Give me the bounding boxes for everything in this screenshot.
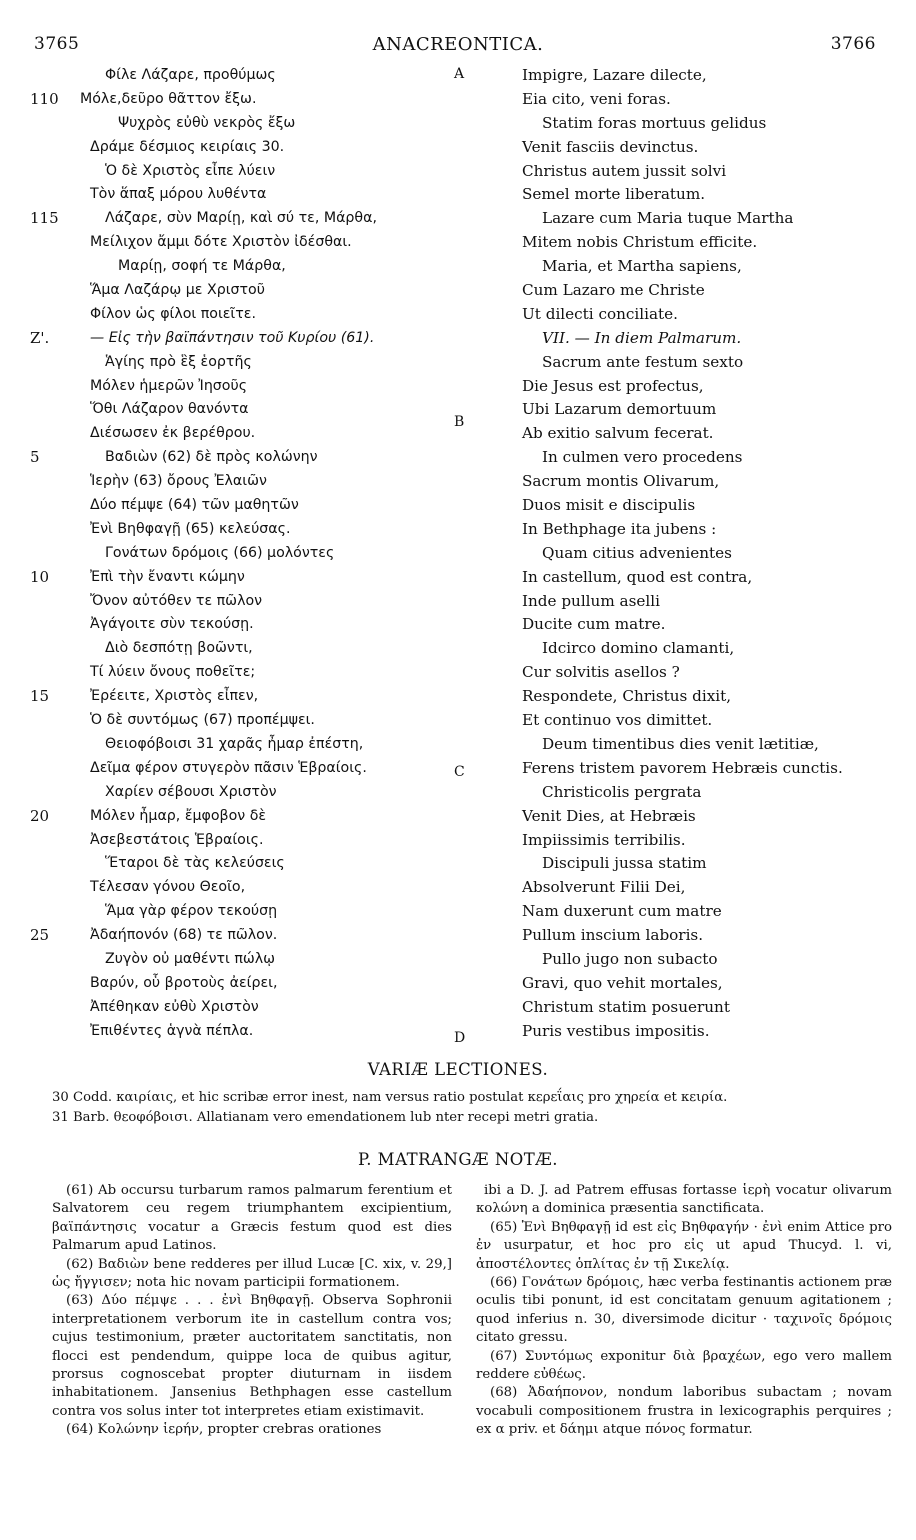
greek-verse-line bbox=[30, 375, 470, 399]
latin-verse-line bbox=[522, 709, 892, 733]
greek-verse-text: Λάζαρε, σὺν Μαρίῃ, καὶ σύ τε, Μάρθα, bbox=[105, 210, 377, 227]
latin-verse-line bbox=[522, 996, 892, 1020]
greek-verse-text: Ὅθι Λάζαρον θανόντα bbox=[90, 401, 249, 418]
latin-verse-text: Maria, et Martha sapiens, bbox=[542, 257, 742, 276]
latin-verse-text: Impigre, Lazare dilecte, bbox=[522, 66, 707, 84]
line-number: 5 bbox=[30, 448, 40, 467]
greek-verse-text: Ἀσεβεστάτοις Ἑβραίοις. bbox=[90, 831, 264, 848]
greek-verse-line bbox=[30, 900, 470, 924]
latin-verse-line bbox=[522, 494, 892, 518]
latin-verse-text: Absolverunt Filii Dei, bbox=[522, 878, 686, 897]
latin-verse-line bbox=[522, 160, 892, 184]
latin-verse-line bbox=[522, 470, 892, 494]
latin-verse-text: Ab exitio salvum fecerat. bbox=[522, 424, 714, 443]
greek-verse-line bbox=[30, 876, 470, 900]
latin-verse-text: Discipuli jussa statim bbox=[542, 854, 707, 873]
greek-verse-line bbox=[30, 494, 470, 518]
greek-verse-line bbox=[30, 231, 470, 255]
greek-verse-text: Δράμε δέσμιος κειρίαις 30. bbox=[90, 138, 285, 155]
greek-verse-line bbox=[30, 88, 470, 112]
greek-verse-text: Ἁγίης πρὸ ἓξ ἑορτῆς bbox=[105, 353, 252, 370]
greek-verse-text: Ἐνὶ Βηθφαγῇ (65) κελεύσας. bbox=[90, 520, 291, 537]
latin-verse-text: Christus autem jussit solvi bbox=[522, 161, 727, 180]
greek-verse-text: Διὸ δεσπότῃ βοῶντι, bbox=[105, 640, 253, 657]
margin-letter-b: B bbox=[454, 414, 465, 430]
latin-verse-line bbox=[522, 231, 892, 255]
latin-verse-text: Eia cito, veni foras. bbox=[522, 89, 671, 108]
latin-verse-line bbox=[522, 64, 892, 88]
latin-verse-line bbox=[522, 88, 892, 112]
greek-verse-text: Ψυχρὸς εὐθὺ νεκρὸς ἔξω bbox=[118, 114, 296, 131]
notes-heading: P. MATRANGÆ NOTÆ. bbox=[357, 1150, 559, 1169]
greek-verse-text: Χαρίεν σέβουσι Χριστὸν bbox=[105, 783, 277, 800]
greek-verse-line bbox=[30, 351, 470, 375]
greek-verse-line bbox=[30, 279, 470, 303]
latin-verse-text: Christum statim posuerunt bbox=[522, 997, 730, 1016]
latin-verse-text: Semel morte liberatum. bbox=[522, 185, 706, 204]
greek-verse-line bbox=[30, 685, 470, 709]
greek-verse-line bbox=[30, 518, 470, 542]
latin-verse-text: Pullo jugo non subacto bbox=[542, 949, 718, 968]
greek-verse-text: Ἱερὴν (63) ὄρους Ἐλαιῶν bbox=[90, 473, 267, 490]
latin-verse-text: Puris vestibus impositis. bbox=[522, 1021, 710, 1040]
greek-verse-text: Ἀγάγοιτε σὺν τεκούσῃ. bbox=[90, 616, 254, 633]
editor-note: (66) Γονάτων δρόμοις, hæc verba festinantis actionem præ oculis tibi ponunt, id est concitatam genuum agitationem ; quod inferius n. 30, diversimode dicitur · ταχινοῖς δρόμοις citato gressu. bbox=[476, 1275, 892, 1346]
latin-verse-line bbox=[522, 183, 892, 207]
greek-verse-line bbox=[30, 852, 470, 876]
latin-verse-line bbox=[522, 661, 892, 685]
line-number: 115 bbox=[30, 209, 59, 228]
latin-verse-line bbox=[522, 829, 892, 853]
latin-verse-text: Ut dilecti conciliate. bbox=[522, 304, 678, 323]
greek-verse-line bbox=[30, 996, 470, 1020]
left-page-number: 3765 bbox=[34, 34, 80, 54]
greek-verse-line bbox=[30, 542, 470, 566]
latin-verse-text: Venit fasciis devinctus. bbox=[522, 137, 699, 156]
greek-text-column bbox=[30, 64, 470, 1044]
latin-verse-text: Cur solvitis asellos ? bbox=[522, 663, 680, 682]
latin-verse-text: In Bethphage ita jubens : bbox=[522, 519, 717, 538]
greek-verse-line bbox=[30, 303, 470, 327]
editor-note: (65) Ἐνὶ Βηθφαγῇ id est εἰς Βηθφαγήν · ἐνὶ enim Attice pro ἐν usurpatur, et hoc pro εἰς ut apud Thucyd. l. vi, ἀποστέλοντες ὁπλίτας ἐν τῇ Σικελίᾳ. bbox=[476, 1219, 892, 1272]
latin-verse-line bbox=[522, 757, 892, 781]
latin-verse-text: Duos misit e discipulis bbox=[522, 496, 696, 515]
greek-verse-line bbox=[30, 805, 470, 829]
greek-verse-line bbox=[30, 64, 470, 88]
greek-verse-line bbox=[30, 160, 470, 184]
latin-verse-line bbox=[522, 398, 892, 422]
greek-verse-line bbox=[30, 590, 470, 614]
latin-verse-line bbox=[522, 542, 892, 566]
greek-verse-line bbox=[30, 972, 470, 996]
line-number: 20 bbox=[30, 806, 50, 825]
greek-verse-text: Δύο πέμψε (64) τῶν μαθητῶν bbox=[90, 497, 299, 514]
latin-verse-text: In culmen vero procedens bbox=[542, 448, 743, 467]
greek-verse-line bbox=[30, 136, 470, 160]
greek-verse-text: Ὄνον αὐτόθεν τε πῶλον bbox=[90, 592, 263, 609]
greek-verse-line bbox=[30, 446, 470, 470]
greek-verse-line bbox=[30, 733, 470, 757]
greek-verse-text: Τὸν ἅπαξ μόρου λυθέντα bbox=[90, 186, 267, 203]
line-number: 110 bbox=[30, 89, 59, 108]
greek-verse-text: Ἀδαήπονόν (68) τε πῶλον. bbox=[90, 927, 278, 944]
greek-verse-line bbox=[30, 470, 470, 494]
greek-verse-line bbox=[30, 1020, 470, 1044]
latin-verse-text: Quam citius advenientes bbox=[542, 543, 732, 562]
variant-reading: 30 Codd. καιρίαις, et hic scribæ error inest, nam versus ratio postulat κερεΐαις pro χηρεία et κειρία. bbox=[52, 1090, 728, 1105]
right-page-number: 3766 bbox=[830, 34, 876, 54]
greek-verse-text: Ὁ δὲ συντόμως (67) προπέμψει. bbox=[90, 712, 315, 729]
editor-note: (64) Κολώνην ἱερήν, propter crebras orationes bbox=[66, 1422, 382, 1438]
margin-letter-a: A bbox=[454, 66, 465, 82]
variae-lectiones bbox=[52, 1088, 892, 1128]
greek-verse-text: Δεῖμα φέρον στυγερὸν πᾶσιν Ἑβραίοις. bbox=[90, 759, 367, 776]
latin-verse-text: Respondete, Christus dixit, bbox=[522, 687, 732, 706]
latin-verse-text: Et continuo vos dimittet. bbox=[522, 711, 713, 730]
editor-note: (63) Δύο πέμψε . . . ἐνὶ Βηθφαγῇ. Observa Sophronii interpretationem verborum ite in castellum contra vos; cujus testimonium, præter auctoritatem sanctitatis, non flocci est pendendum, quippe loca de quibus agitur, prorsus cognoscebat propter diuturnam in iisdem inhabitationem. Jansenius Bethphagen esse castellum contra vos solus inter tot interpretes etiam existimavit. bbox=[52, 1293, 452, 1419]
greek-verse-line bbox=[30, 781, 470, 805]
latin-verse-line bbox=[522, 207, 892, 231]
greek-verse-line bbox=[30, 183, 470, 207]
greek-verse-text: Ἐπὶ τὴν ἔναντι κώμην bbox=[90, 568, 245, 585]
greek-verse-text: — Εἰς τὴν βαϊπάντησιν τοῦ Κυρίου (61). bbox=[90, 329, 375, 346]
latin-verse-line bbox=[522, 446, 892, 470]
line-number: 10 bbox=[30, 567, 50, 586]
latin-verse-text: Nam duxerunt cum matre bbox=[522, 902, 722, 921]
latin-verse-line bbox=[522, 327, 892, 351]
latin-verse-line bbox=[522, 900, 892, 924]
greek-verse-text: Ἐπιθέντες ἁγνὰ πέπλα. bbox=[90, 1022, 254, 1039]
latin-verse-line bbox=[522, 255, 892, 279]
latin-verse-text: Sacrum ante festum sexto bbox=[542, 352, 744, 371]
greek-verse-text: Ἅμα γὰρ φέρον τεκούσῃ bbox=[105, 903, 278, 920]
greek-verse-line bbox=[30, 948, 470, 972]
greek-verse-text: Ἕταροι δὲ τὰς κελεύσεις bbox=[105, 855, 285, 872]
latin-verse-line bbox=[522, 422, 892, 446]
latin-verse-text: Idcirco domino clamanti, bbox=[542, 639, 735, 658]
latin-verse-text: VII. — In diem Palmarum. bbox=[542, 328, 742, 347]
latin-verse-text: Statim foras mortuus gelidus bbox=[542, 113, 767, 132]
greek-verse-line bbox=[30, 637, 470, 661]
greek-verse-text: Ἐρέειτε, Χριστὸς εἶπεν, bbox=[90, 688, 259, 705]
greek-verse-text: Φίλε Λάζαρε, προθύμως bbox=[105, 67, 276, 83]
greek-verse-line bbox=[30, 327, 470, 351]
latin-verse-line bbox=[522, 613, 892, 637]
latin-verse-line bbox=[522, 279, 892, 303]
greek-verse-line bbox=[30, 255, 470, 279]
latin-verse-text: Lazare cum Maria tuque Martha bbox=[542, 209, 794, 228]
greek-verse-line bbox=[30, 924, 470, 948]
latin-verse-line bbox=[522, 637, 892, 661]
greek-verse-line bbox=[30, 709, 470, 733]
latin-verse-text: Ferens tristem pavorem Hebræis cunctis. bbox=[522, 758, 843, 777]
greek-verse-line bbox=[30, 422, 470, 446]
line-number: 15 bbox=[30, 687, 50, 706]
greek-verse-text: Γονάτων δρόμοις (66) μολόντες bbox=[105, 544, 335, 561]
notes-left-column bbox=[52, 1182, 452, 1440]
latin-verse-line bbox=[522, 924, 892, 948]
latin-verse-text: Venit Dies, at Hebræis bbox=[522, 806, 696, 825]
latin-verse-line bbox=[522, 685, 892, 709]
greek-verse-line bbox=[30, 566, 470, 590]
latin-verse-line bbox=[522, 375, 892, 399]
latin-verse-text: Inde pullum aselli bbox=[522, 591, 660, 610]
latin-text-column bbox=[522, 64, 892, 1044]
greek-verse-line bbox=[30, 829, 470, 853]
greek-verse-text: Θειοφόβοισι 31 χαρᾶς ἦμαρ ἐπέστη, bbox=[105, 735, 364, 752]
editor-note: (62) Βαδιὼν bene redderes per illud Lucæ [C. xix, v. 29,] ὡς ἤγγισεν; nota hic novam participii formationem. bbox=[52, 1256, 452, 1291]
editor-note: (61) Ab occursu turbarum ramos palmarum ferentium et Salvatorem ceu regem triumphantem excipientium, βαϊπάντησις vocatur a Græcis festum quod est dies Palmarum apud Latinos. bbox=[52, 1183, 452, 1254]
greek-verse-line bbox=[30, 398, 470, 422]
line-number: 25 bbox=[30, 926, 50, 945]
latin-verse-line bbox=[522, 805, 892, 829]
latin-verse-text: In castellum, quod est contra, bbox=[522, 567, 753, 586]
latin-verse-line bbox=[522, 590, 892, 614]
greek-verse-line bbox=[30, 757, 470, 781]
latin-verse-line bbox=[522, 1020, 892, 1044]
latin-verse-text: Mitem nobis Christum efficite. bbox=[522, 233, 758, 252]
variant-reading: 31 Barb. θεοφόβοισι. Allatianam vero emendationem lub nter recepi metri gratia. bbox=[52, 1110, 599, 1125]
greek-verse-text: Μόλεν ἡμερῶν Ἰησοῦς bbox=[90, 377, 248, 394]
greek-verse-text: Ἅμα Λαζάρῳ με Χριστοῦ bbox=[90, 282, 265, 299]
latin-verse-line bbox=[522, 518, 892, 542]
latin-verse-line bbox=[522, 781, 892, 805]
latin-verse-text: Cum Lazaro me Christe bbox=[522, 281, 705, 300]
notes-right-column bbox=[476, 1182, 892, 1440]
latin-verse-text: Pullum inscium laboris. bbox=[522, 926, 704, 945]
margin-letter-d: D bbox=[454, 1030, 466, 1046]
line-number: Ζ'. bbox=[30, 328, 50, 347]
editor-note: ibi a D. J. ad Patrem effusas fortasse ἱερὴ vocatur olivarum κολώνη a dominica præsentia sanctificata. bbox=[476, 1183, 892, 1217]
running-title: ANACREONTICA. bbox=[372, 34, 544, 55]
greek-verse-line bbox=[30, 112, 470, 136]
greek-verse-text: Ἀπέθηκαν εὐθὺ Χριστὸν bbox=[90, 998, 259, 1015]
latin-verse-line bbox=[522, 112, 892, 136]
greek-verse-text: Τί λύειν ὄνους ποθεῖτε; bbox=[90, 664, 256, 681]
latin-verse-line bbox=[522, 351, 892, 375]
greek-verse-text: Φίλον ὡς φίλοι ποιεῖτε. bbox=[90, 305, 256, 322]
margin-letter-c: C bbox=[454, 764, 465, 780]
latin-verse-line bbox=[522, 566, 892, 590]
greek-verse-text: Μόλεν ἦμαρ, ἔμφοβον δὲ bbox=[90, 807, 267, 824]
latin-verse-line bbox=[522, 948, 892, 972]
greek-verse-text: Μαρίῃ, σοφή τε Μάρθα, bbox=[118, 258, 286, 275]
latin-verse-text: Sacrum montis Olivarum, bbox=[522, 472, 720, 491]
latin-verse-line bbox=[522, 972, 892, 996]
latin-verse-text: Gravi, quo vehit mortales, bbox=[522, 973, 723, 992]
greek-verse-text: Βαρύν, οὗ βροτοὺς ἀείρει, bbox=[90, 974, 278, 991]
latin-verse-line bbox=[522, 136, 892, 160]
latin-verse-text: Die Jesus est profectus, bbox=[522, 376, 704, 395]
greek-verse-text: Διέσωσεν ἐκ βερέθρου. bbox=[90, 425, 256, 442]
latin-verse-line bbox=[522, 876, 892, 900]
greek-verse-line bbox=[30, 207, 470, 231]
greek-verse-text: Ὁ δὲ Χριστὸς εἶπε λύειν bbox=[105, 162, 276, 179]
latin-verse-line bbox=[522, 852, 892, 876]
greek-verse-text: Μείλιχον ἄμμι δότε Χριστὸν ἰδέσθαι. bbox=[90, 234, 352, 251]
latin-verse-text: Impiissimis terribilis. bbox=[522, 830, 686, 849]
variae-lectiones-heading: VARIÆ LECTIONES. bbox=[367, 1060, 549, 1079]
greek-verse-line bbox=[30, 613, 470, 637]
greek-verse-text: Τέλεσαν γόνου Θεοῖο, bbox=[90, 879, 246, 896]
latin-verse-text: Deum timentibus dies venit lætitiæ, bbox=[542, 734, 819, 753]
editor-note: (68) Ἀδαήπονον, nondum laboribus subactam ; novam vocabuli compositionem frustra in lexicographis perquires ; ex α priv. et δάημι atque πόνος formatur. bbox=[476, 1385, 892, 1438]
greek-verse-text: Βαδιὼν (62) δὲ πρὸς κολώνην bbox=[105, 449, 318, 466]
latin-verse-text: Ubi Lazarum demortuum bbox=[522, 400, 717, 419]
latin-verse-line bbox=[522, 733, 892, 757]
latin-verse-line bbox=[522, 303, 892, 327]
greek-verse-text: Μόλε,δεῦρο θᾶττον ἔξω. bbox=[80, 90, 257, 107]
editor-note: (67) Συντόμως exponitur διὰ βραχέων, ego vero mallem reddere εὐθέως. bbox=[476, 1348, 892, 1383]
greek-verse-line bbox=[30, 661, 470, 685]
greek-verse-text: Ζυγὸν οὐ μαθέντι πώλῳ bbox=[105, 950, 276, 967]
latin-verse-text: Christicolis pergrata bbox=[542, 782, 702, 801]
latin-verse-text: Ducite cum matre. bbox=[522, 615, 666, 634]
